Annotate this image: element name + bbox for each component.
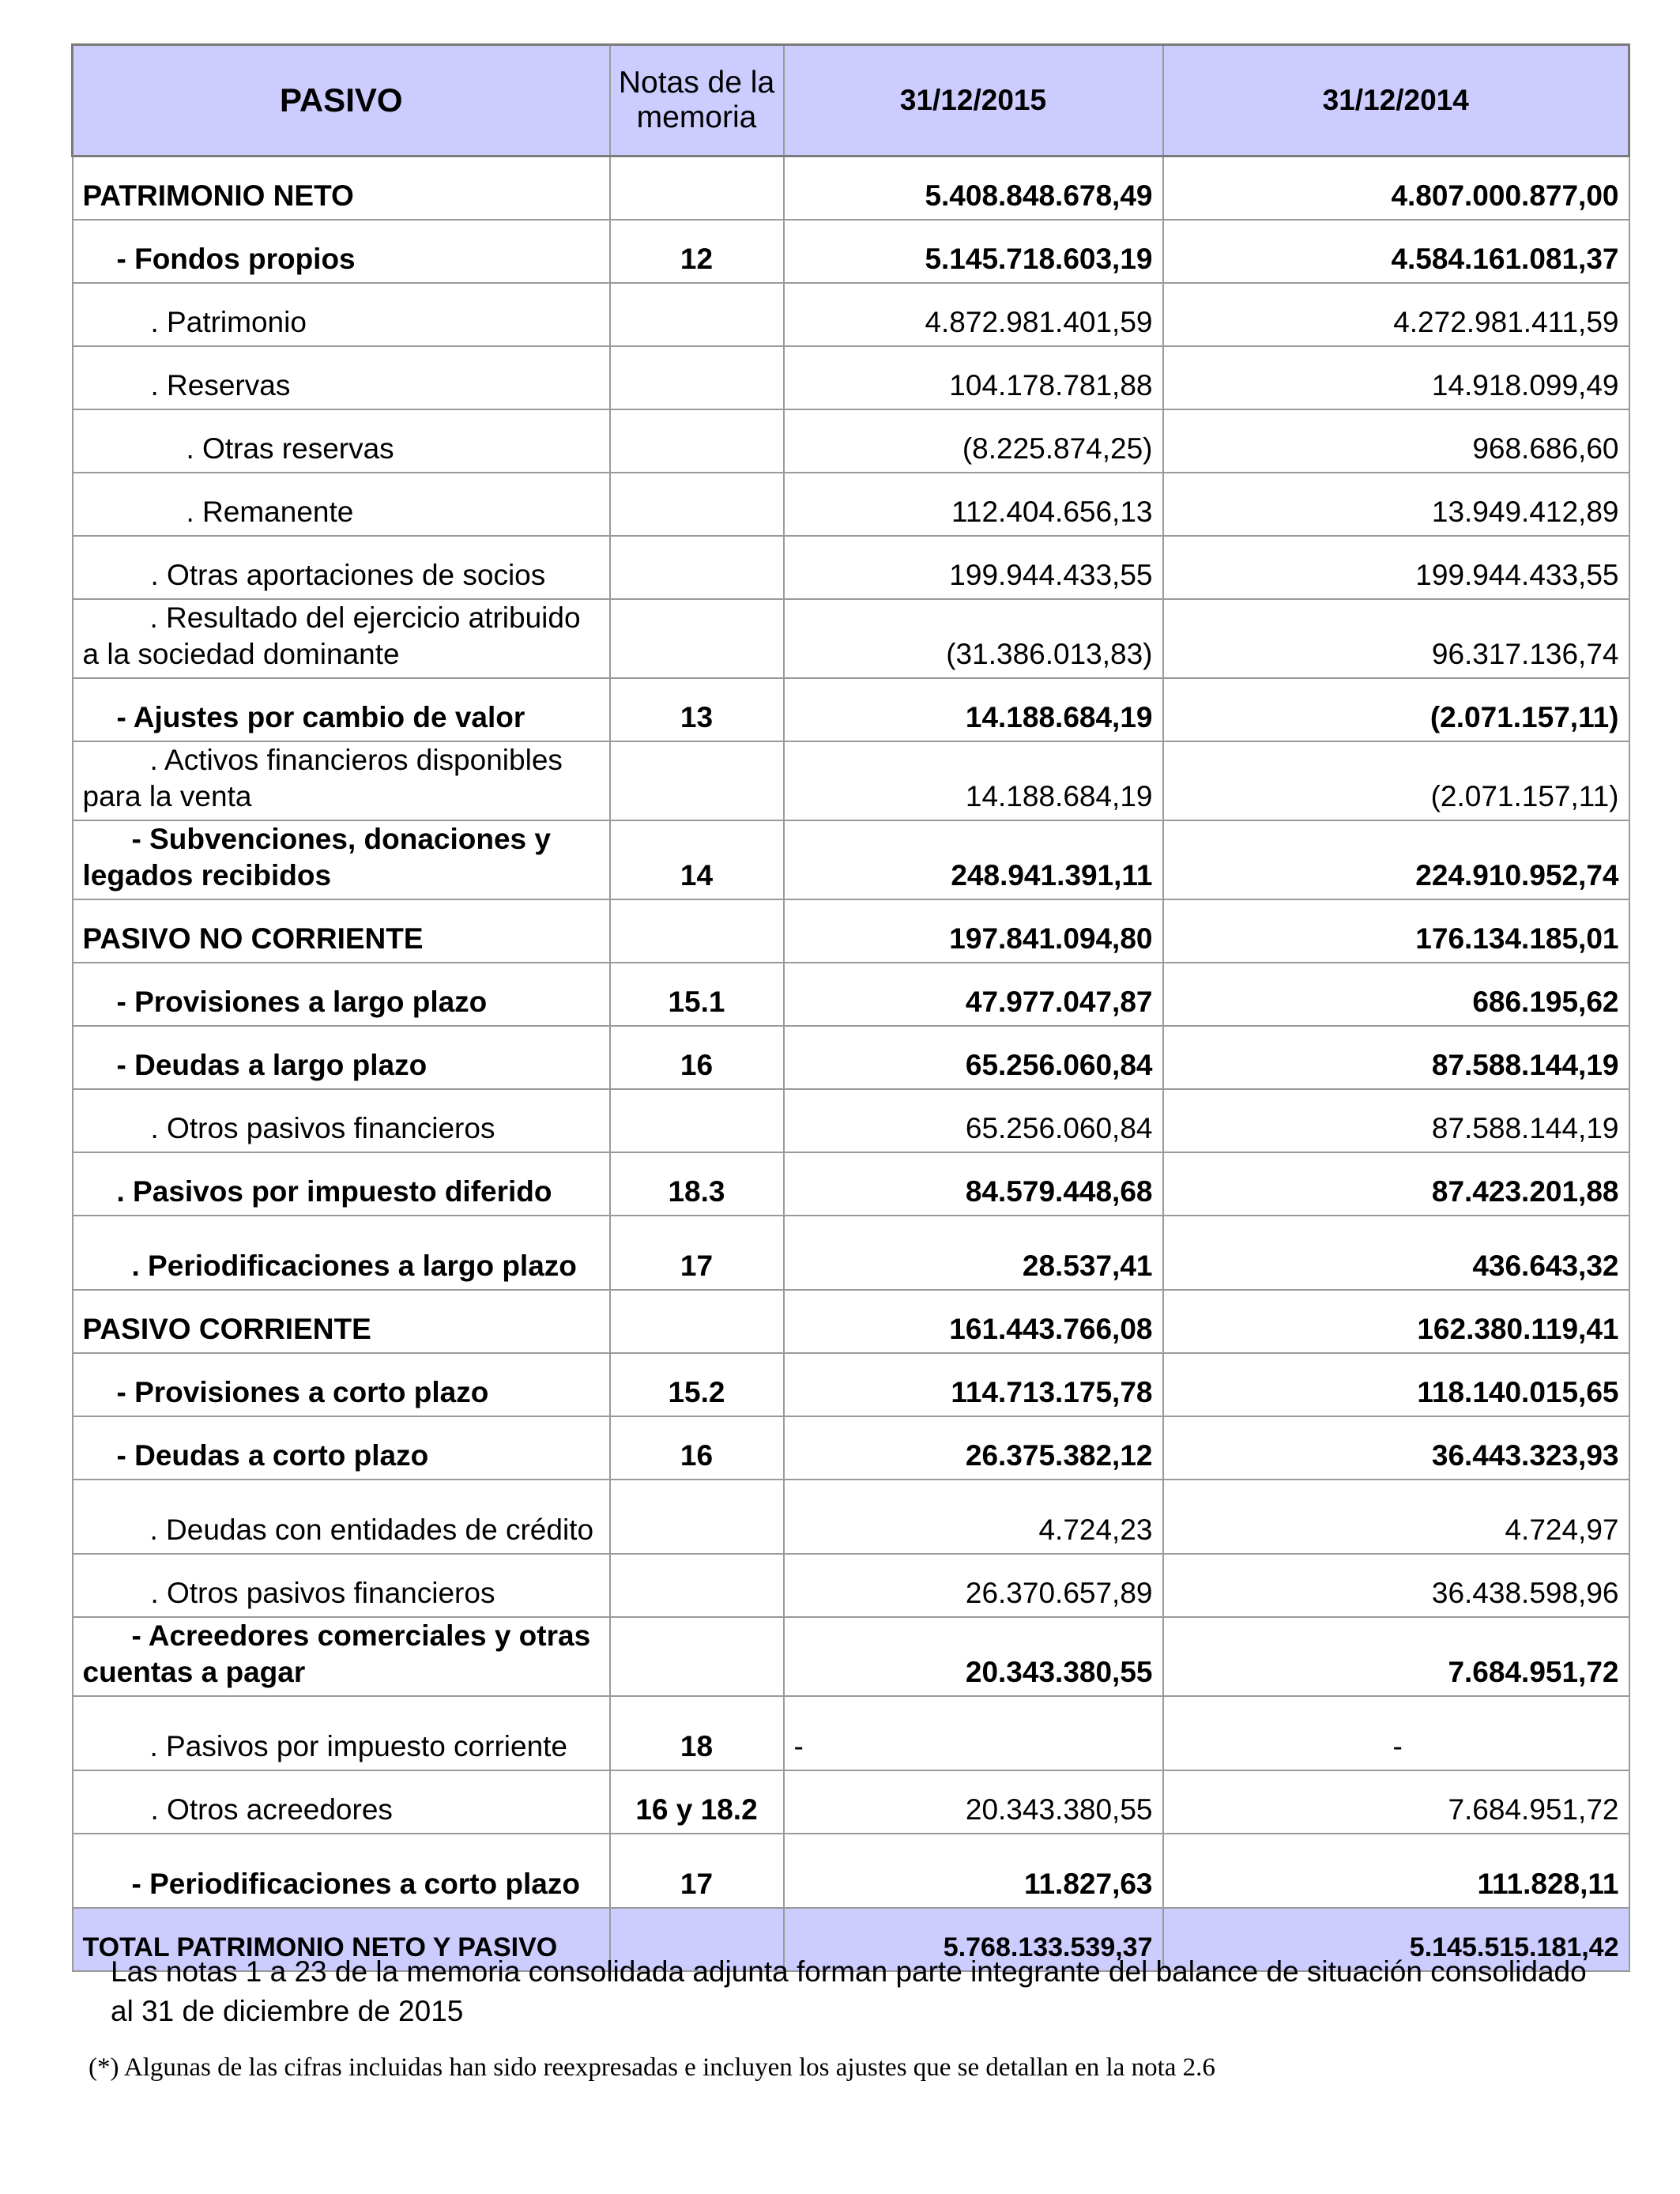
row-value-2015: (31.386.013,83) <box>784 599 1163 678</box>
row-value-2014: 224.910.952,74 <box>1163 820 1629 899</box>
row-label: PATRIMONIO NETO <box>73 156 610 220</box>
row-value-2015: 4.872.981.401,59 <box>784 283 1163 346</box>
row-value-2014: 36.438.598,96 <box>1163 1554 1629 1617</box>
row-label: . Activos financieros disponibles para la venta <box>73 741 610 820</box>
row-notes <box>610 536 784 599</box>
row-notes <box>610 1290 784 1353</box>
row-value-2014: 7.684.951,72 <box>1163 1617 1629 1696</box>
row-notes <box>610 409 784 473</box>
balance-sheet-table <box>71 43 1630 1972</box>
row-value-2015: 161.443.766,08 <box>784 1290 1163 1353</box>
row-value-2014: 968.686,60 <box>1163 409 1629 473</box>
row-value-2015: 197.841.094,80 <box>784 899 1163 963</box>
table-row <box>73 220 1629 283</box>
row-value-2014: 13.949.412,89 <box>1163 473 1629 536</box>
row-label: . Deudas con entidades de crédito <box>73 1480 610 1554</box>
row-value-2014: (2.071.157,11) <box>1163 741 1629 820</box>
row-value-2014: 118.140.015,65 <box>1163 1353 1629 1416</box>
header-2015: 31/12/2015 <box>784 45 1163 156</box>
row-label: - Deudas a largo plazo <box>73 1026 610 1089</box>
row-label: . Remanente <box>73 473 610 536</box>
row-value-2014: 436.643,32 <box>1163 1216 1629 1290</box>
row-label: - Periodificaciones a corto plazo <box>73 1834 610 1908</box>
row-value-2014: 686.195,62 <box>1163 963 1629 1026</box>
table-row <box>73 1290 1629 1353</box>
row-label: . Pasivos por impuesto corriente <box>73 1696 610 1770</box>
row-notes: 17 <box>610 1834 784 1908</box>
row-value-2015: (8.225.874,25) <box>784 409 1163 473</box>
table-row <box>73 1353 1629 1416</box>
row-notes <box>610 346 784 409</box>
table-row <box>73 1617 1629 1696</box>
row-value-2015: 14.188.684,19 <box>784 678 1163 741</box>
row-value-2014: (2.071.157,11) <box>1163 678 1629 741</box>
row-value-2014: 4.272.981.411,59 <box>1163 283 1629 346</box>
row-notes: 18 <box>610 1696 784 1770</box>
row-value-2015: 14.188.684,19 <box>784 741 1163 820</box>
row-notes <box>610 1089 784 1152</box>
header-notes: Notas de la memoria <box>610 45 784 156</box>
row-value-2014: 36.443.323,93 <box>1163 1416 1629 1480</box>
row-notes <box>610 1480 784 1554</box>
total-value-2015: 5.768.133.539,37 <box>784 1908 1163 1971</box>
row-label: . Otras aportaciones de socios <box>73 536 610 599</box>
row-label: - Ajustes por cambio de valor <box>73 678 610 741</box>
row-notes <box>610 283 784 346</box>
row-value-2014: 96.317.136,74 <box>1163 599 1629 678</box>
table-header <box>73 45 1629 156</box>
row-notes <box>610 473 784 536</box>
row-value-2015: 199.944.433,55 <box>784 536 1163 599</box>
table-row <box>73 678 1629 741</box>
row-value-2015: 65.256.060,84 <box>784 1026 1163 1089</box>
row-value-2015: 20.343.380,55 <box>784 1770 1163 1834</box>
row-value-2015: 65.256.060,84 <box>784 1089 1163 1152</box>
row-notes: 12 <box>610 220 784 283</box>
row-value-2015: 47.977.047,87 <box>784 963 1163 1026</box>
row-label: - Acreedores comerciales y otras cuentas a pagar <box>73 1617 610 1696</box>
total-label: TOTAL PATRIMONIO NETO Y PASIVO <box>73 1908 610 1971</box>
table-row <box>73 409 1629 473</box>
footnote-notes-memoria: Las notas 1 a 23 de la memoria consolidada adjunta forman parte integrante del balance de situación consolidado al 31 de diciembre de 2015 <box>111 1955 1587 2027</box>
row-value-2014: 176.134.185,01 <box>1163 899 1629 963</box>
row-label: . Pasivos por impuesto diferido <box>73 1152 610 1216</box>
row-label: - Deudas a corto plazo <box>73 1416 610 1480</box>
table-row <box>73 156 1629 220</box>
table-body <box>73 156 1629 1971</box>
row-value-2014: 199.944.433,55 <box>1163 536 1629 599</box>
row-label: . Otros acreedores <box>73 1770 610 1834</box>
table-row <box>73 473 1629 536</box>
header-2014: 31/12/2014 <box>1163 45 1629 156</box>
row-value-2015: - <box>784 1696 1163 1770</box>
row-label: PASIVO CORRIENTE <box>73 1290 610 1353</box>
row-notes: 18.3 <box>610 1152 784 1216</box>
row-label: . Periodificaciones a largo plazo <box>73 1216 610 1290</box>
row-notes: 16 <box>610 1416 784 1480</box>
row-notes: 17 <box>610 1216 784 1290</box>
row-label: - Subvenciones, donaciones y legados recibidos <box>73 820 610 899</box>
row-notes: 15.1 <box>610 963 784 1026</box>
row-label: . Otros pasivos financieros <box>73 1554 610 1617</box>
row-label: . Patrimonio <box>73 283 610 346</box>
table-row <box>73 1554 1629 1617</box>
row-label: . Otros pasivos financieros <box>73 1089 610 1152</box>
table-row <box>73 1216 1629 1290</box>
row-notes <box>610 599 784 678</box>
row-value-2014: 87.588.144,19 <box>1163 1089 1629 1152</box>
table-row <box>73 346 1629 409</box>
row-notes <box>610 741 784 820</box>
table-row <box>73 1770 1629 1834</box>
row-label: - Provisiones a corto plazo <box>73 1353 610 1416</box>
row-notes <box>610 1617 784 1696</box>
row-value-2015: 11.827,63 <box>784 1834 1163 1908</box>
row-value-2014: 111.828,11 <box>1163 1834 1629 1908</box>
row-value-2015: 28.537,41 <box>784 1216 1163 1290</box>
table-row <box>73 899 1629 963</box>
row-value-2015: 112.404.656,13 <box>784 473 1163 536</box>
row-value-2015: 248.941.391,11 <box>784 820 1163 899</box>
row-value-2015: 20.343.380,55 <box>784 1617 1163 1696</box>
table-row <box>73 599 1629 678</box>
table-row <box>73 1834 1629 1908</box>
table-row <box>73 1152 1629 1216</box>
row-value-2014: - <box>1163 1696 1629 1770</box>
row-notes <box>610 156 784 220</box>
table-row <box>73 1416 1629 1480</box>
table-row <box>73 1480 1629 1554</box>
row-value-2015: 26.375.382,12 <box>784 1416 1163 1480</box>
row-value-2014: 162.380.119,41 <box>1163 1290 1629 1353</box>
row-value-2014: 4.584.161.081,37 <box>1163 220 1629 283</box>
row-notes: 13 <box>610 678 784 741</box>
row-value-2015: 114.713.175,78 <box>784 1353 1163 1416</box>
row-value-2015: 4.724,23 <box>784 1480 1163 1554</box>
row-label: PASIVO NO CORRIENTE <box>73 899 610 963</box>
row-label: - Fondos propios <box>73 220 610 283</box>
total-value-2014: 5.145.515.181,42 <box>1163 1908 1629 1971</box>
row-value-2014: 4.807.000.877,00 <box>1163 156 1629 220</box>
row-notes <box>610 1554 784 1617</box>
row-value-2014: 14.918.099,49 <box>1163 346 1629 409</box>
row-notes: 14 <box>610 820 784 899</box>
row-notes: 15.2 <box>610 1353 784 1416</box>
row-value-2014: 87.588.144,19 <box>1163 1026 1629 1089</box>
row-value-2015: 5.408.848.678,49 <box>784 156 1163 220</box>
row-label: - Provisiones a largo plazo <box>73 963 610 1026</box>
row-notes <box>610 899 784 963</box>
row-label: . Otras reservas <box>73 409 610 473</box>
row-label: . Reservas <box>73 346 610 409</box>
table-row <box>73 283 1629 346</box>
row-value-2014: 87.423.201,88 <box>1163 1152 1629 1216</box>
row-value-2015: 5.145.718.603,19 <box>784 220 1163 283</box>
row-notes: 16 y 18.2 <box>610 1770 784 1834</box>
row-value-2015: 84.579.448,68 <box>784 1152 1163 1216</box>
row-value-2015: 26.370.657,89 <box>784 1554 1163 1617</box>
row-label: . Resultado del ejercicio atribuido a la sociedad dominante <box>73 599 610 678</box>
table-row <box>73 741 1629 820</box>
table-row <box>73 963 1629 1026</box>
table-row <box>73 1089 1629 1152</box>
table-row <box>73 820 1629 899</box>
header-pasivo: PASIVO <box>73 45 610 156</box>
row-value-2014: 4.724,97 <box>1163 1480 1629 1554</box>
row-value-2014: 7.684.951,72 <box>1163 1770 1629 1834</box>
row-value-2015: 104.178.781,88 <box>784 346 1163 409</box>
footnote-restated-figures: (*) Algunas de las cifras incluidas han sido reexpresadas e incluyen los ajustes que se detallan en la nota 2.6 <box>89 2053 1215 2082</box>
row-notes: 16 <box>610 1026 784 1089</box>
table-row <box>73 536 1629 599</box>
table-row <box>73 1696 1629 1770</box>
table-row <box>73 1026 1629 1089</box>
